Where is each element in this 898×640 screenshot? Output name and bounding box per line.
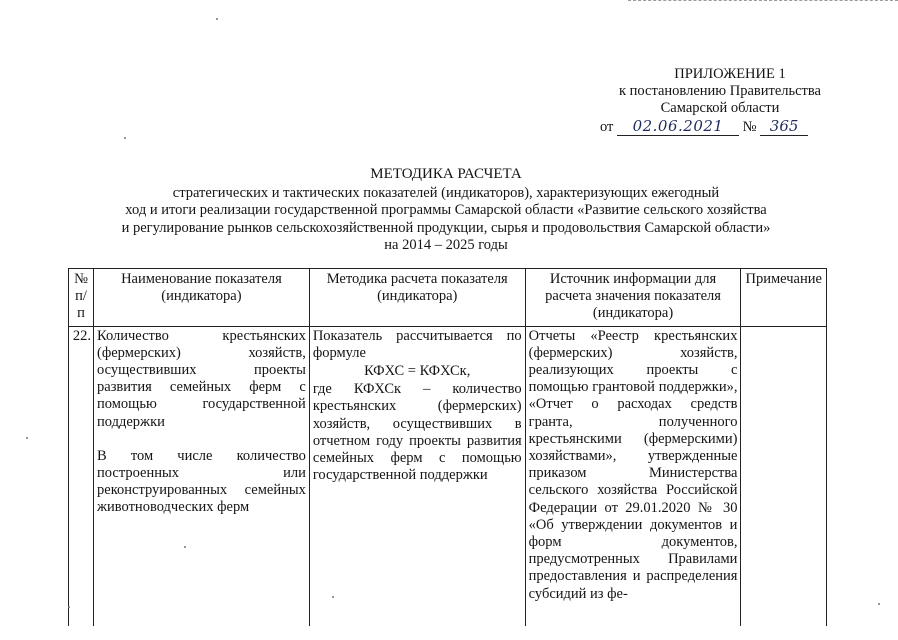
row-note bbox=[741, 326, 827, 626]
scan-speck bbox=[878, 603, 880, 605]
table-header-row bbox=[69, 269, 827, 327]
method-formula: КФХС = КФХСк, bbox=[364, 363, 471, 380]
title-line-4: на 2014 – 2025 годы bbox=[384, 237, 508, 253]
scan-edge-line bbox=[628, 0, 898, 3]
header-method: Методика расчета показателя (индикатора) bbox=[309, 269, 525, 327]
scan-speck bbox=[68, 606, 70, 608]
row-method bbox=[309, 326, 525, 626]
title-main: МЕТОДИКА РАСЧЕТА bbox=[370, 166, 522, 182]
appendix-title: ПРИЛОЖЕНИЕ 1 bbox=[674, 66, 786, 82]
table-row bbox=[69, 326, 827, 626]
appendix-header bbox=[560, 66, 880, 136]
title-line-1: стратегических и тактических показателей (индикаторов), характеризующих ежегодный bbox=[172, 184, 720, 201]
row-indicator-name bbox=[94, 326, 310, 626]
title-line-3: и регулирование рынков сельскохозяйственной продукции, сырья и продовольствия Самарской области» bbox=[121, 219, 771, 236]
row-number: 22. bbox=[69, 326, 94, 626]
indicator-name-main: Количество крестьянских (фермерских) хозяйств, осуществивших проекты развития семейных ферм с помощью государственной поддержки bbox=[97, 327, 306, 430]
header-note: Примечание bbox=[741, 269, 827, 327]
header-name: Наименование показателя (индикатора) bbox=[94, 269, 310, 327]
from-label: от bbox=[600, 119, 614, 135]
scan-speck bbox=[332, 596, 334, 598]
handwritten-date: 02.06.2021 bbox=[617, 118, 739, 136]
handwritten-number: 365 bbox=[760, 118, 808, 136]
header-source: Источник информации для расчета значения показателя (индикатора) bbox=[525, 269, 741, 327]
appendix-date-line bbox=[560, 118, 880, 136]
scan-speck bbox=[124, 137, 126, 139]
methodology-table bbox=[68, 268, 827, 626]
appendix-region: Самарской области bbox=[660, 100, 780, 116]
title-line-2: ход и итоги реализации государственной программы Самарской области «Развитие сельского хозяйства bbox=[125, 202, 767, 218]
method-definition: где КФХСк – количество крестьянских (фермерских) хозяйств, осуществивших в отчетном году проекты развития семейных ферм с помощью государственной поддержки bbox=[312, 381, 522, 484]
appendix-subtitle: к постановлению Правительства bbox=[619, 83, 821, 99]
method-intro: Показатель рассчитывается по формуле bbox=[312, 327, 522, 361]
header-num: № п/п bbox=[69, 269, 94, 327]
scan-speck bbox=[216, 18, 218, 20]
document-title bbox=[96, 166, 796, 255]
scan-speck bbox=[184, 546, 186, 548]
scan-speck bbox=[26, 437, 28, 439]
row-source: Отчеты «Реестр крестьянских (фермерских) хозяйств, реализующих проекты с помощью грантовой поддержки», «Отчет о расходах средств гранта, полученного крестьянскими (фермерскими) хозяйствами», утвержденные приказом Министерства сельского хозяйства Российской Федерации от 29.01.2020 № 30 «Об утверждении документов и форм документов, предусмотренных Правилами предоставления и распределения субсидий из фе- bbox=[525, 326, 741, 626]
indicator-name-sub: В том числе количество построенных или реконструированных семейных животноводческих ферм bbox=[97, 447, 306, 516]
number-label: № bbox=[742, 119, 757, 135]
